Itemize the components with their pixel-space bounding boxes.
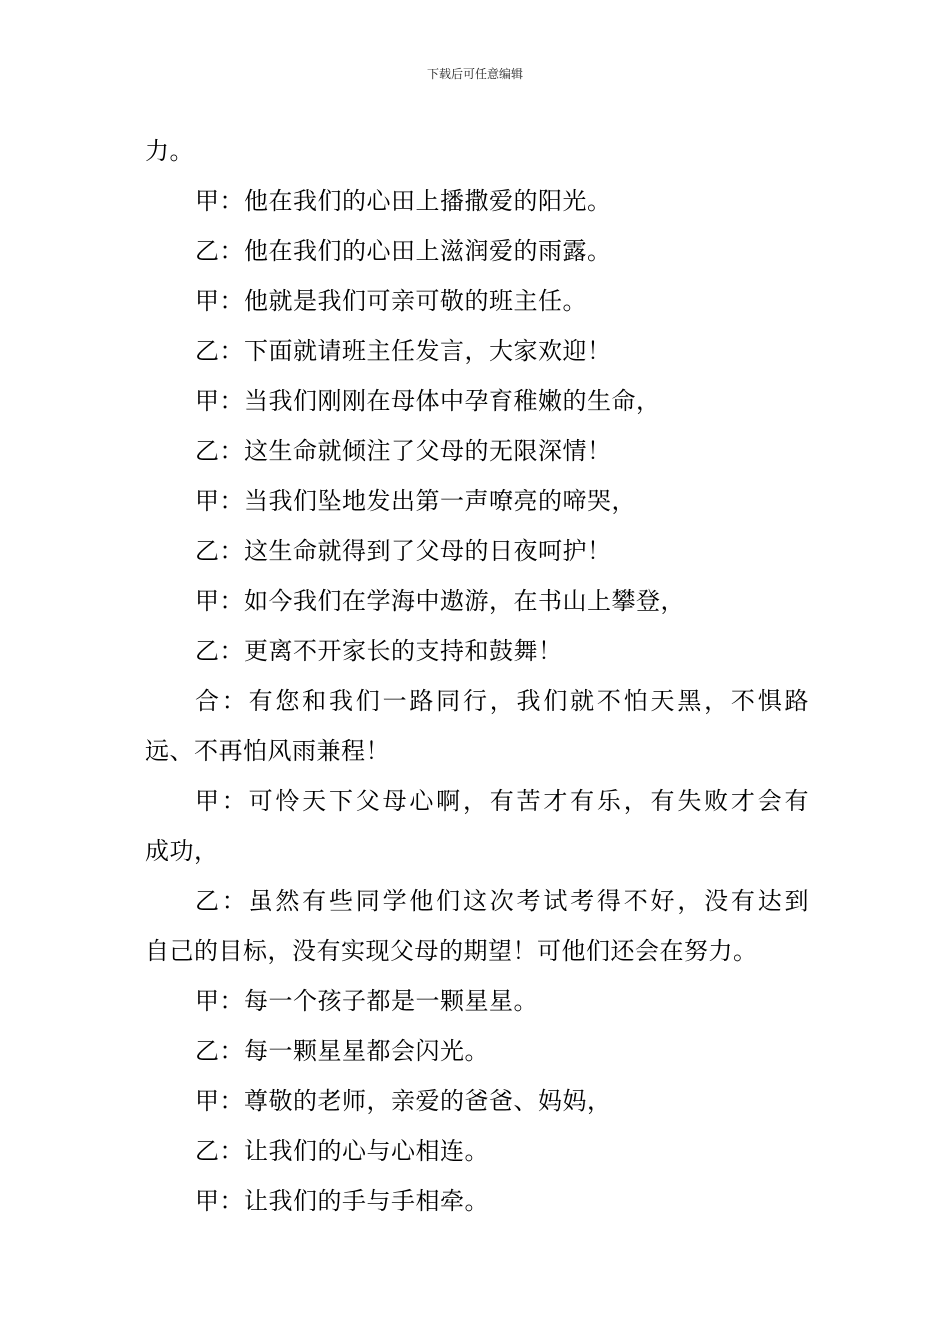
paragraph-line: 甲：当我们坠地发出第一声嘹亮的啼哭， [195, 487, 636, 515]
paragraph-line: 远、不再怕风雨兼程！ [145, 737, 390, 765]
paragraph-line: 乙：更离不开家长的支持和鼓舞！ [195, 637, 563, 665]
paragraph-line: 甲：他在我们的心田上播撒爱的阳光。 [195, 187, 612, 215]
page-header: 下载后可任意编辑 [426, 67, 523, 81]
paragraph-line: 甲：可怜天下父母心啊，有苦才有乐，有失败才会有 [195, 787, 809, 815]
paragraph-line: 成功， [145, 837, 219, 865]
document-body [145, 126, 809, 1226]
paragraph-line: 乙：虽然有些同学他们这次考试考得不好，没有达到 [195, 887, 809, 915]
paragraph-line: 甲：尊敬的老师，亲爱的爸爸、妈妈， [195, 1087, 612, 1115]
paragraph-line: 甲：当我们刚刚在母体中孕育稚嫩的生命， [195, 387, 661, 415]
paragraph-line: 甲：他就是我们可亲可敬的班主任。 [195, 287, 587, 315]
paragraph-line: 甲：如今我们在学海中遨游，在书山上攀登， [195, 587, 685, 615]
paragraph-line: 自己的目标，没有实现父母的期望！可他们还会在努力。 [145, 937, 758, 965]
paragraph-line: 乙：每一颗星星都会闪光。 [195, 1037, 489, 1065]
paragraph-line: 甲：让我们的手与手相牵。 [195, 1187, 489, 1215]
paragraph-line: 乙：下面就请班主任发言，大家欢迎！ [195, 337, 612, 365]
paragraph-line: 甲：每一个孩子都是一颗星星。 [195, 987, 538, 1015]
paragraph-line: 乙：这生命就倾注了父母的无限深情！ [195, 437, 612, 465]
paragraph-line: 乙：让我们的心与心相连。 [195, 1137, 489, 1165]
paragraph-line: 合：有您和我们一路同行，我们就不怕天黑，不惧路 [195, 687, 809, 715]
paragraph-line: 乙：他在我们的心田上滋润爱的雨露。 [195, 237, 612, 265]
paragraph-line: 乙：这生命就得到了父母的日夜呵护！ [195, 537, 612, 565]
paragraph-line: 力。 [145, 137, 194, 165]
